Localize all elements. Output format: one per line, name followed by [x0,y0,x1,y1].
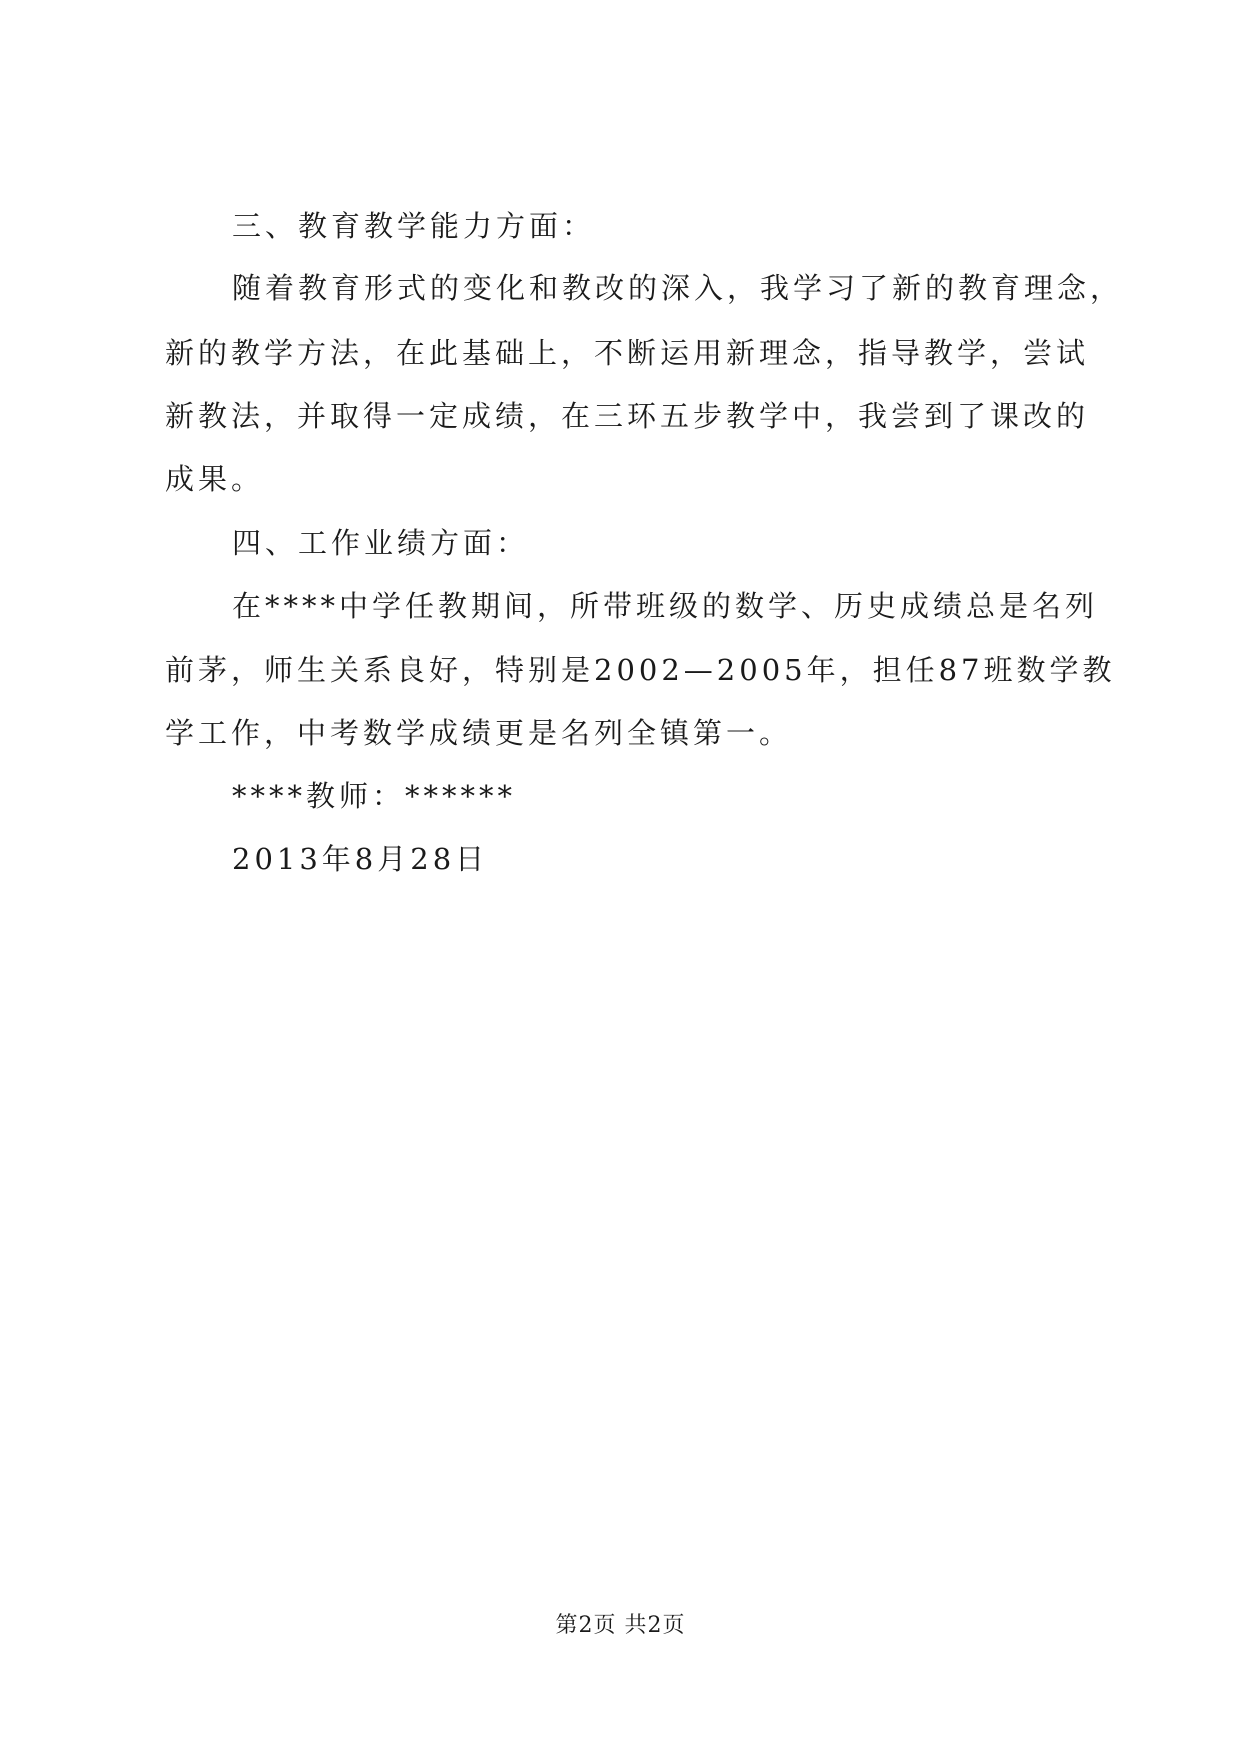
paragraph-line: 学工作，中考数学成绩更是名列全镇第一。 [165,716,793,750]
date-line: 2013年8月28日 [232,842,489,876]
page-number-footer: 第2页 共2页 [555,1613,686,1638]
section-heading: 三、教育教学能力方面： [232,209,596,243]
signature-line: ****教师：****** [232,779,517,813]
paragraph-line: 新教法，并取得一定成绩，在三环五步教学中，我尝到了课改的 [165,399,1090,433]
paragraph-line: 新的教学方法，在此基础上，不断运用新理念，指导教学，尝试 [165,336,1090,370]
paragraph-line: 随着教育形式的变化和教改的深入，我学习了新的教育理念， [232,271,1124,305]
section-heading: 四、工作业绩方面： [232,526,530,560]
paragraph-line: 在****中学任教期间，所带班级的数学、历史成绩总是名列 [232,589,1099,623]
paragraph-line: 前茅，师生关系良好，特别是2002—2005年，担任87班数学教 [165,653,1116,687]
paragraph-line: 成果。 [165,462,265,496]
